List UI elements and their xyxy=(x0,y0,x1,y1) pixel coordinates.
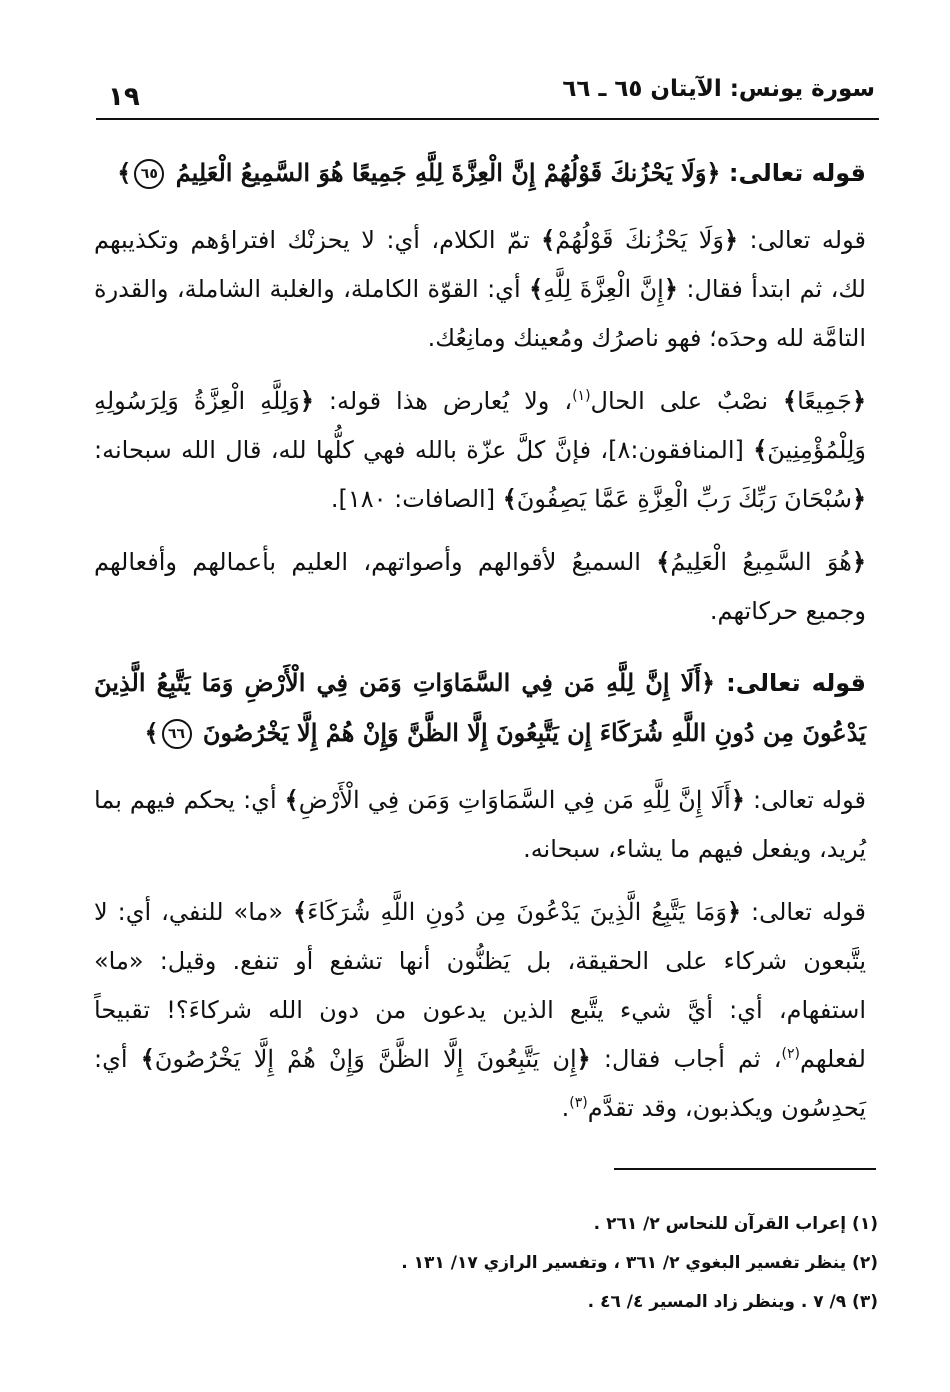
surah-reference: [المنافقون:٨] xyxy=(608,436,744,464)
open-bracket: ﴿ xyxy=(299,387,314,415)
verse-66-heading xyxy=(94,658,866,758)
open-bracket: ﴿ xyxy=(700,669,716,697)
close-bracket: ﴾ xyxy=(783,387,798,415)
close-bracket: ﴾ xyxy=(117,159,132,187)
commentary-text: أي: يَحدِسُون ويكذبون، وقد تقدَّم xyxy=(94,1045,866,1122)
footnote-item: (٢) ينظر تفسير البغوي ٢/ ٣٦١ ، وتفسير الرازي ١٧/ ١٣١ . xyxy=(401,1253,878,1273)
commentary-text: تمّ الكلام، أي: لا يحزنْك افتراؤهم وتكذيبهم لك، ثم ابتدأ فقال: xyxy=(94,226,866,303)
commentary-text: ، فإنَّ كلَّ عزّة بالله فهي كلُّها لله، قال الله سبحانه: xyxy=(94,436,609,464)
quran-quote: سُبْحَانَ رَبِّكَ رَبِّ الْعِزَّةِ عَمَّا يَصِفُونَ xyxy=(516,485,852,513)
commentary-text: أي: القوّة الكاملة، والغلبة الشاملة، والقدرة التامَّة لله وحدَه؛ فهو ناصرُك ومُعينك ومانِعُك. xyxy=(94,275,866,352)
open-bracket: ﴿ xyxy=(726,898,742,926)
close-bracket: ﴾ xyxy=(656,548,671,576)
close-bracket: ﴾ xyxy=(144,719,159,747)
quran-quote: هُوَ السَّمِيعُ الْعَلِيمُ xyxy=(670,548,852,576)
verse-lead: قوله تعالى: xyxy=(726,669,866,697)
commentary-paragraph xyxy=(94,538,866,636)
quran-quote: جَمِيعًا xyxy=(797,387,852,415)
footnote-marker: (١) xyxy=(572,388,591,404)
footnote-item: (٣) ٩/ ٧ . وينظر زاد المسير ٤/ ٤٦ . xyxy=(587,1292,878,1312)
open-bracket: ﴿ xyxy=(576,1045,591,1073)
commentary-paragraph xyxy=(94,776,866,874)
commentary-lead: قوله تعالى: xyxy=(752,786,866,814)
close-bracket: ﴾ xyxy=(541,226,556,254)
surah-reference: [الصافات: ١٨٠]. xyxy=(330,485,496,513)
quran-text: أَلَا إِنَّ لِلَّهِ مَن فِي السَّمَاوَاتِ وَمَن فِي الْأَرْضِ وَمَا يَتَّبِعُ الَّذِينَ يَدْعُونَ مِن دُونِ اللَّهِ شُرَكَاءَ إِن يَتَّبِعُونَ إِلَّا الظَّنَّ وَإِنْ هُمْ إِلَّا يَخْرُصُونَ xyxy=(94,668,866,747)
open-bracket: ﴿ xyxy=(851,548,866,576)
open-bracket: ﴿ xyxy=(706,159,721,187)
commentary-text: السميعُ لأقوالهم وأصواتهم، العليم بأعمالهم وأفعالهم وجميع حركاتهم. xyxy=(94,548,866,625)
open-bracket: ﴿ xyxy=(851,387,866,415)
commentary-text: . xyxy=(561,1094,570,1122)
quran-quote: وَمَا يَتَّبِعُ الَّذِينَ يَدْعُونَ مِن دُونِ اللَّهِ شُرَكَاءَ xyxy=(307,898,727,926)
commentary-text: ، ثم أجاب فقال: xyxy=(603,1045,782,1073)
commentary-text: «ما» للنفي، أي: لا يتَّبعون شركاء على الحقيقة، بل يَظنُّون أنها تشفع أو تنفع. وقيل: «ما» استفهام، أي: أيَّ شيء يتَّبع الذين يدعون من دون الله شركاءَ؟! تقبيحاً لفعلهم xyxy=(94,898,866,1073)
quran-quote: إِنَّ الْعِزَّةَ لِلَّهِ xyxy=(543,275,664,303)
footnote-marker: (٢) xyxy=(781,1046,800,1062)
quran-quote: أَلَا إِنَّ لِلَّهِ مَن فِي السَّمَاوَاتِ وَمَن فِي الْأَرْضِ xyxy=(298,786,731,814)
commentary-text: نصْبٌ على الحال xyxy=(590,387,769,415)
commentary-paragraph xyxy=(94,888,866,1133)
header-title: سورة يونس: الآيتان ٦٥ ـ ٦٦ xyxy=(562,76,875,102)
footnotes xyxy=(98,1205,878,1322)
ayah-number-badge: ٦٦ xyxy=(162,719,192,749)
commentary-text: ، ولا يُعارض هذا قوله: xyxy=(328,387,573,415)
open-bracket: ﴿ xyxy=(723,226,739,254)
open-bracket: ﴿ xyxy=(663,275,678,303)
close-bracket: ﴾ xyxy=(293,898,308,926)
close-bracket: ﴾ xyxy=(284,786,299,814)
footnote-divider xyxy=(614,1168,876,1170)
main-text xyxy=(94,148,866,1147)
quran-quote: إِن يَتَّبِعُونَ إِلَّا الظَّنَّ وَإِنْ هُمْ إِلَّا يَخْرُصُونَ xyxy=(154,1045,577,1073)
close-bracket: ﴾ xyxy=(502,485,517,513)
close-bracket: ﴾ xyxy=(753,436,768,464)
commentary-paragraph xyxy=(94,216,866,363)
close-bracket: ﴾ xyxy=(529,275,544,303)
page-header xyxy=(96,72,879,120)
commentary-paragraph xyxy=(94,377,866,524)
quran-quote: وَلَا يَحْزُنكَ قَوْلُهُمْ xyxy=(555,226,724,254)
commentary-lead: قوله تعالى: xyxy=(749,226,866,254)
open-bracket: ﴿ xyxy=(730,786,745,814)
verse-65-heading xyxy=(94,148,866,198)
ayah-number-badge: ٦٥ xyxy=(134,159,164,189)
commentary-lead: قوله تعالى: xyxy=(751,898,867,926)
footnote-marker: (٣) xyxy=(569,1095,588,1111)
footnote-item: (١) إعراب القرآن للنحاس ٢/ ٢٦١ . xyxy=(593,1214,878,1234)
commentary-text: أي: يحكم فيهم بما يُريد، ويفعل فيهم ما يشاء، سبحانه. xyxy=(94,786,866,863)
verse-lead: قوله تعالى: xyxy=(728,159,866,187)
open-bracket: ﴿ xyxy=(851,485,866,513)
quran-quote: وَلِلَّهِ الْعِزَّةُ وَلِرَسُولِهِ وَلِلْمُؤْمِنِينَ xyxy=(94,387,866,464)
quran-text: وَلَا يَحْزُنكَ قَوْلُهُمْ إِنَّ الْعِزَّةَ لِلَّهِ جَمِيعًا هُوَ السَّمِيعُ الْعَلِيمُ xyxy=(175,158,707,187)
page-number: ١٩ xyxy=(108,82,140,112)
close-bracket: ﴾ xyxy=(140,1045,155,1073)
